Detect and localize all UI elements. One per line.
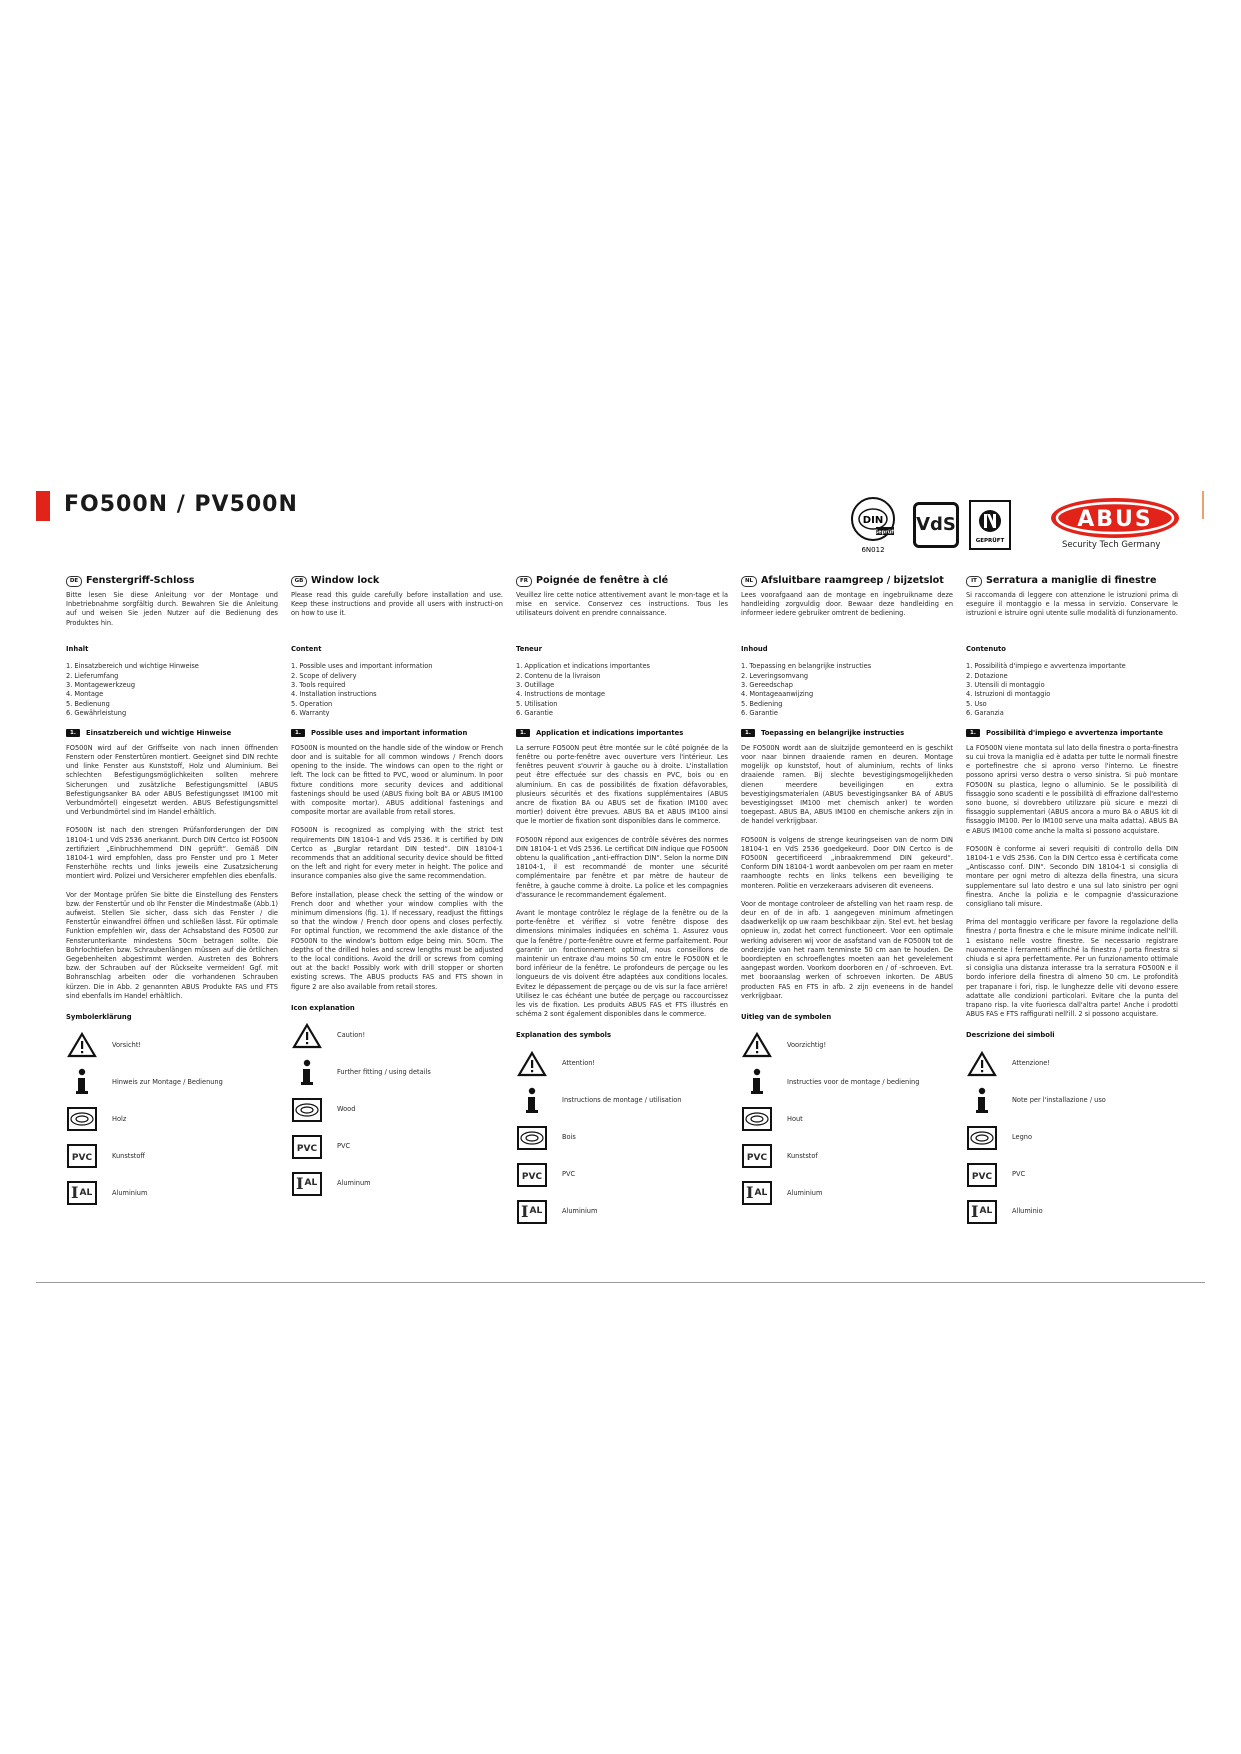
symbol-row <box>516 1197 728 1227</box>
section-number: 1. <box>741 729 755 737</box>
intro-text: Veuillez lire cette notice attentivement avant le mon-tage et la mise en service. Conservez ces instructions. Tous les utilisateurs doivent en prendre connaissance. <box>516 591 728 618</box>
toc-item: 3. Outillage <box>516 680 555 689</box>
toc-item: 3. Utensili di montaggio <box>966 680 1045 689</box>
certification-logos <box>850 494 1190 556</box>
paragraph: FO500N is recognized as complying with the strict test requirements DIN 18104-1 and VdS 2536. It is certified by DIN Certco as „Burglar retardant DIN tested“. DIN 18104-1 recommends that an additional security device should be fitted on the left and right for every meter in height. The police and insurance companies also give the same recommendation. <box>291 826 503 881</box>
toc-item: 6. Garantie <box>741 709 778 718</box>
symbol-label: Bois <box>562 1133 576 1142</box>
din-badge-sub: Geprüft <box>874 529 896 536</box>
toc-item: 2. Dotazione <box>966 671 1008 680</box>
symbol-label: Instructions de montage / utilisation <box>562 1096 682 1105</box>
section-title: Possibilità d'impiego e avvertenza importante <box>986 728 1164 737</box>
din-code: 6N012 <box>861 546 885 554</box>
symbol-row <box>516 1123 728 1153</box>
info-icon <box>747 1068 767 1096</box>
warning-icon <box>742 1032 772 1058</box>
paragraph: Prima del montaggio verificare per favore la regolazione della finestra / porta finestra e che le misure minime indicate nell'ill. 1 esistano nelle vostre finestre. Se necessario registrare nuovamente i ferramenti affinché la finestra / porta finestra si chiuda e si apra perfettamente. Per un funzionamento ottimale si consiglia una distanza interasse tra la serratura FO500N e il bordo inferiore della finestra di almeno 50 cm. Le profondità per trapanare i fori, risp. le lunghezze delle viti devono essere adattate alle condizioni particolari. Evitare che la punta del trapano risp. la vite fuoriesca dall'altra parte! Anche i prodotti ABUS FAS e FTS raffigurati nell'ill. 2 si possono acquistare. <box>966 918 1178 1019</box>
paragraph: La serrure FO500N peut être montée sur le côté poignée de la fenêtre ou porte-fenêtre avec ouverture vers l'intérieur. Les fenêtres peuvent s'ouvrir à gauche ou à droite. L'installation peut être effectuée sur des chassis en PVC, bois ou en aluminium. En cas de possibilités de fixation défavorables, plusieurs sécurités et des fixations supplémentaires (ABUS ancre de fixation BA ou ABUS set de fixation IM100 avec mortier) doivent être prevues. ABUS BA et ABUS IM100 ainsi que le mortier de fixation sont disponibles dans le commerce. <box>516 743 728 826</box>
info-icon <box>72 1068 92 1096</box>
aluminium-icon: I AL <box>292 1172 322 1196</box>
paragraph: FO500N répond aux exigences de contrôle sévères des normes DIN 18104-1 et VdS 2536. Le certificat DIN indique que FO500N obtenu la qualification „anti-effraction DIN“. Selon la norme DIN 18104-1, il est recommandé de monter une sécurité complémentaire par fenêtre et par mètre de hauteur de fenêtre, à gauche comme à droite. La police et les compagnies d'assurance le recommandement également. <box>516 835 728 899</box>
symbol-label: Vorsicht! <box>112 1040 142 1049</box>
symbol-row <box>966 1160 1178 1190</box>
pvc-icon: PVC <box>742 1144 772 1168</box>
symbol-label: Wood <box>337 1105 356 1114</box>
column-title: Poignée de fenêtre à clé <box>536 575 669 587</box>
paragraph: De FO500N wordt aan de sluitzijde gemonteerd en is geschikt voor naar binnen draaiende ramen en deuren. Montage mogelijk op kunststof, hout of aluminium, rechts of links draaiende ramen. Bij slechte bevestigingsmogelijkheden dienen meerdere beveiligingen en extra bevestigingsmaterialen (ABUS bevestigingsanker BA of ABUS bevestigingsset IM100 met chemisch anker) te worden toegepast. ABUS BA, ABUS IM100 en chemische ankers zijn in de handel verkrijgbaar. <box>741 743 953 826</box>
language-flag-icon: GB <box>291 576 307 587</box>
column-heading <box>291 575 503 587</box>
toc-item: 1. Application et indications importantes <box>516 662 650 671</box>
toc-title: Inhalt <box>66 645 89 653</box>
symbol-label: Voorzichtig! <box>787 1040 827 1049</box>
toc-item: 5. Bediening <box>741 699 783 708</box>
language-column-de <box>66 575 278 1215</box>
toc-item: 2. Scope of delivery <box>291 671 357 680</box>
symbol-label: PVC <box>1012 1170 1026 1179</box>
symbols-title: Icon explanation <box>291 1003 355 1012</box>
symbol-row <box>741 1178 953 1208</box>
paragraph: FO500N è conforme ai severi requisiti di controllo della DIN 18104-1 e VdS 2536. Con la DIN Certco essa è certificata come „Antiscasso conf. DIN“. Secondo DIN 18104-1 si consiglia di montare per ogni metro di altezza della finestra, una sicura supplementare sul lato destro e una sul lato sinistro per ogni finestra. Anche la polizia e le compagnie d'assicurazione consigliano tali misure. <box>966 844 1178 908</box>
toc-item: 1. Toepassing en belangrijke instructies <box>741 662 872 671</box>
paragraph: Voor de montage controleer de afstelling van het raam resp. de deur en of de in afb. 1 aangegeven minimum afmetingen daadwerkelijk op uw raam beschikbaar zijn. Stel evt. het beslag opnieuw in, zodat het correct functioneert. Voor een optimale werking adviseren wij voor de asafstand van de FO500N tot de onderzijde van het raam tenminste 50 cm aan te houden. De boordiepten en schroeflengtes moeten aan het gevelelement aangepast worden. Voorkom doorboren en / of -schroeven. Evt. met booraanslag werken of schroeven inkorten. De ABUS producten FAS en FTS in afb. 2 zijn eveneens in de handel verkrijgbaar. <box>741 899 953 1000</box>
symbol-row <box>66 1104 278 1134</box>
toc-item: 2. Lieferumfang <box>66 671 119 680</box>
symbol-label: Legno <box>1012 1133 1033 1142</box>
symbol-label: Attenzione! <box>1012 1059 1051 1068</box>
symbol-label: Instructies voor de montage / bediening <box>787 1077 920 1086</box>
symbol-row <box>516 1049 728 1079</box>
paragraph: FO500N is volgens de strenge keuringseisen van de norm DIN 18104-1 en VdS 2536 goedgekeurd. Door DIN Certco is de FO500N gecertificeerd „inbraakremmend DIN gekeurd“. Conform DIN 18104-1 wordt aanbevolen om per raam en meter raamhoogte rechts en links telkens een beveiliging te monteren. Politie en verzekeraars adviseren dit eveneens. <box>741 835 953 890</box>
language-column-it <box>966 575 1178 1234</box>
symbol-label: Note per l'installazione / uso <box>1012 1096 1106 1105</box>
symbol-row <box>741 1030 953 1060</box>
intro-text: Bitte lesen Sie diese Anleitung vor der Montage und Inbetriebnahme sorgfältig durch. Bewahren Sie die Anleitung auf und weisen Sie jeden Nutzer auf die Bedienung des Produktes hin. <box>66 591 278 627</box>
language-column-fr <box>516 575 728 1234</box>
toc-item: 1. Einsatzbereich und wichtige Hinweise <box>66 662 199 671</box>
toc-item: 1. Possibilità d'impiego e avvertenza importante <box>966 662 1126 671</box>
column-title: Fenstergriff-Schloss <box>86 575 195 587</box>
symbol-label: Kunststof <box>787 1151 818 1160</box>
symbols-title: Symbolerklärung <box>66 1013 132 1022</box>
section-title: Toepassing en belangrijke instructies <box>761 728 905 737</box>
paragraph: FO500N is mounted on the handle side of the window or French door and is suitable for all common windows / French doors opening to the inside. The windows can open to the right or left. The lock can be fitted to PVC, wood or aluminum. In poor fixture conditions more security devices and additional fastenings should be used (ABUS fixing bolt BA or ABUS IM100 with composite mortar). ABUS additional fastenings and composite mortar are available from retail stores. <box>291 743 503 817</box>
symbol-label: Attention! <box>562 1059 596 1068</box>
section-title: Possible uses and important information <box>311 728 468 737</box>
warning-icon <box>67 1032 97 1058</box>
paragraph: FO500N ist nach den strengen Prüfanforderungen der DIN 18104-1 und VdS 2536 anerkannt. Durch DIN Certco ist FO500N zertifiziert „Einbruchhemmend DIN geprüft“. Gemäß DIN 18104-1 wird empfohlen, dass pro Fenster und pro 1 Meter Fensterhöhe rechts und links jeweils eine Zusatzsicherung montiert wird. Polizei und Versicherer empfehlen dies ebenfalls. <box>66 826 278 881</box>
table-of-contents <box>291 662 503 718</box>
din-badge-label: DIN <box>862 515 884 526</box>
section-number: 1. <box>516 729 530 737</box>
language-column-gb <box>291 575 503 1206</box>
symbol-row <box>516 1160 728 1190</box>
toc-item: 3. Montagewerkzeug <box>66 680 136 689</box>
table-of-contents <box>66 662 278 718</box>
aluminium-icon: I AL <box>967 1200 997 1224</box>
right-edge-mark <box>1202 491 1204 519</box>
table-of-contents <box>741 662 953 718</box>
section-heading <box>966 729 1178 738</box>
symbol-label: Hout <box>787 1114 803 1123</box>
language-flag-icon: FR <box>516 576 532 587</box>
column-title: Window lock <box>311 575 380 587</box>
section-heading <box>741 729 953 738</box>
symbol-row <box>966 1197 1178 1227</box>
toc-item: 4. Installation instructions <box>291 690 377 699</box>
table-of-contents <box>966 662 1178 718</box>
symbol-row <box>291 1095 503 1125</box>
intro-text: Si raccomanda di leggere con attenzione le istruzioni prima di eseguire il montaggio e la messa in servizio. Conservare le istruzioni e istruire ogni utente sulle modalità di funzionamento. <box>966 591 1178 618</box>
aluminium-icon: I AL <box>742 1181 772 1205</box>
toc-item: 4. Montageaanwijzing <box>741 690 814 699</box>
column-heading <box>741 575 953 587</box>
aluminium-icon: I AL <box>67 1181 97 1205</box>
toc-item: 5. Utilisation <box>516 699 558 708</box>
info-icon <box>297 1059 317 1087</box>
toc-title: Contenuto <box>966 645 1006 653</box>
toc-item: 3. Gereedschap <box>741 680 793 689</box>
wood-icon <box>967 1126 997 1150</box>
symbols-title: Uitleg van de symbolen <box>741 1013 832 1022</box>
column-heading <box>516 575 728 587</box>
brand-tagline: Security Tech Germany <box>1062 540 1161 550</box>
symbol-label: Aluminium <box>787 1188 823 1197</box>
symbol-row <box>966 1049 1178 1079</box>
din-geprueft-icon <box>850 496 896 556</box>
toc-item: 5. Bedienung <box>66 699 110 708</box>
toc-item: 4. Montage <box>66 690 104 699</box>
symbol-label: Holz <box>112 1114 127 1123</box>
symbol-label: Aluminium <box>562 1207 598 1216</box>
symbols-title: Descrizione dei simboli <box>966 1031 1055 1040</box>
symbol-label: Alluminio <box>1012 1207 1043 1216</box>
column-heading <box>966 575 1178 587</box>
language-flag-icon: DE <box>66 576 82 587</box>
toc-item: 4. Instructions de montage <box>516 690 606 699</box>
section-title: Application et indications importantes <box>536 728 684 737</box>
section-heading <box>516 729 728 738</box>
section-number: 1. <box>66 729 80 737</box>
aluminium-icon: I AL <box>517 1200 547 1224</box>
symbol-row <box>66 1141 278 1171</box>
toc-item: 5. Uso <box>966 699 987 708</box>
symbol-row <box>741 1104 953 1134</box>
symbol-row <box>966 1123 1178 1153</box>
toc-item: 2. Leveringsomvang <box>741 671 809 680</box>
section-heading <box>66 729 278 738</box>
warning-icon <box>292 1023 322 1049</box>
paragraph: La FO500N viene montata sul lato della finestra o porta-finestra su cui trova la maniglia ed è adatta per tutte le normali finestre e portefinestre che si aprono verso l'interno. Le finestre possono aprirsi verso destra o verso sinistra. Si può montare FO500N su plastica, legno o alluminio. Se le possibilità di fissaggio sono scadenti e le possibilità di effrazione dall'esterno sono buone, si dovrebbero utilizzare più sicure e mezzi di fissaggio supplementari (ABUS ancora a muro BA o ABUS kit di fissaggio IM100. Per lo IM100 serve una malta adatta). ABUS BA e ABUS IM100 come anche la malta si possono acquistare. <box>966 743 1178 835</box>
symbol-row <box>291 1132 503 1162</box>
red-accent-bar <box>36 491 50 521</box>
symbol-row <box>291 1021 503 1051</box>
toc-item: 6. Garanzia <box>966 709 1004 718</box>
symbol-label: Further fitting / using details <box>337 1068 431 1077</box>
bottom-rule <box>36 1282 1205 1283</box>
symbol-label: Hinweis zur Montage / Bedienung <box>112 1077 223 1086</box>
toc-item: 5. Operation <box>291 699 333 708</box>
toc-title: Content <box>291 645 322 653</box>
page-title: FO500N / PV500N <box>64 492 298 517</box>
warning-icon <box>517 1051 547 1077</box>
symbol-row <box>741 1067 953 1097</box>
warning-icon <box>967 1051 997 1077</box>
symbol-row <box>516 1086 728 1116</box>
language-flag-icon: IT <box>966 576 982 587</box>
kriminalpolizei-seal-icon <box>969 500 1011 550</box>
symbol-label: PVC <box>562 1170 576 1179</box>
paragraph: FO500N wird auf der Griffseite von nach innen öffnenden Fenstern oder Fenstertüren montiert. Geeignet sind DIN rechte und linke Fenster aus Kunststoff, Holz und Aluminium. Bei schlechten Befestigungsmöglichkeiten sollten mehrere Sicherungen und zusätzliche Befestigungsmittel (ABUS Befestigungsanker BA oder ABUS Befestigungsset IM100 mit Verbundmörtel) eingesetzt werden. ABUS Befestigungsmittel und Verbundmörtel sind im Handel erhältlich. <box>66 743 278 817</box>
info-icon <box>972 1087 992 1115</box>
table-of-contents <box>516 662 728 718</box>
column-title: Afsluitbare raamgreep / bijzetslot <box>761 575 944 587</box>
paragraph: Vor der Montage prüfen Sie bitte die Einstellung des Fensters bzw. der Fenstertür und ob Ihr Fenster die Mindestmaße (Abb.1) aufweist. Stellen Sie sicher, dass sich das Fenster / die Fenstertür einwandfrei öffnen und schließen lässt. Für optimale Funktion empfehlen wir, dass der Achsabstand des FO500 zur Fensterunterkante mindestens 50cm betragen sollte. Die Bohrlochtiefen bzw. Schraubenlängen müssen auf die örtlichen Gegebenheiten abgestimmt werden. Austreten des Bohrers bzw. der Schrauben auf der Rückseite vermeiden! Ggf. mit Bohranschlag arbeiten oder die vorhandenen Schrauben kürzen. Die in Abb. 2 genannten ABUS Produkte FAS und FTS sind ebenfalls im Handel erhältlich. <box>66 890 278 1000</box>
wood-icon <box>742 1107 772 1131</box>
wood-icon <box>292 1098 322 1122</box>
pvc-icon: PVC <box>67 1144 97 1168</box>
brand-name: ABUS <box>1077 507 1153 532</box>
toc-item: 2. Contenu de la livraison <box>516 671 601 680</box>
section-heading <box>291 729 503 738</box>
wood-icon <box>67 1107 97 1131</box>
pvc-icon: PVC <box>517 1163 547 1187</box>
intro-text: Please read this guide carefully before installation and use. Keep these instructions and provide all users with instructi-on on how to use it. <box>291 591 503 618</box>
section-number: 1. <box>966 729 980 737</box>
paragraph: Avant le montage contrôlez le réglage de la fenêtre ou de la porte-fenêtre et vérifiez si votre fenêtre dispose des dimensions minimales indiquées en schéma 1. Assurez vous que la fenêtre / porte-fenêtre ouvre et ferme parfaitement. Pour garantir un fonctionnement optimal, nous conseillons de maintenir un entraxe d'au moins 50 cm entre le FO500N et le bord inférieur de la fenêtre. Le profondeurs de perçage ou les longueurs de vis doivent être adaptées aux conditions locales. Evitez le dépassement de perçage ou de vis sur la face arrière! Utilisez le cas échéant une butée de perçage ou raccourcissez les vis de fixation. Les produits ABUS FAS et FTS illustrés en schéma 2 sont également disponibles dans le commerce. <box>516 909 728 1019</box>
symbol-label: Kunststoff <box>112 1151 145 1160</box>
section-number: 1. <box>291 729 305 737</box>
intro-text: Lees voorafgaand aan de montage en ingebruikname deze handleiding zorgvuldig door. Bewaar deze handleiding en informeer iedere gebruiker omtrent de bediening. <box>741 591 953 618</box>
column-heading <box>66 575 278 587</box>
section-title: Einsatzbereich und wichtige Hinweise <box>86 728 232 737</box>
column-title: Serratura a maniglie di finestre <box>986 575 1157 587</box>
symbol-row <box>66 1030 278 1060</box>
symbol-label: Aluminium <box>112 1188 148 1197</box>
symbol-label: Caution! <box>337 1031 366 1040</box>
symbol-row <box>741 1141 953 1171</box>
vds-badge: VdS <box>913 502 959 548</box>
toc-item: 3. Tools required <box>291 680 346 689</box>
wood-icon <box>517 1126 547 1150</box>
toc-item: 6. Warranty <box>291 709 330 718</box>
symbol-row <box>966 1086 1178 1116</box>
symbol-row <box>291 1169 503 1199</box>
pvc-icon: PVC <box>967 1163 997 1187</box>
symbol-row <box>291 1058 503 1088</box>
language-flag-icon: NL <box>741 576 757 587</box>
toc-item: 4. Istruzioni di montaggio <box>966 690 1051 699</box>
toc-item: 6. Gewährleistung <box>66 709 127 718</box>
paragraph: Before installation, please check the setting of the window or French door and whether your window complies with the minimum dimensions (fig. 1). If necessary, readjust the fittings so that the window / French door opens and closes perfectly. For optimal function, we recommend the axle distance of the FO500N to the window's bottom edge being min. 50cm. The depths of the drilled holes and screw lengths must be adjusted to the local conditions. Avoid the drill or screws from coming out at the back! Possibly work with drill stopper or shorten existing screws. The ABUS products FAS and FTS shown in figure 2 are also available from retail stores. <box>291 890 503 991</box>
symbols-title: Explanation des symbols <box>516 1031 612 1040</box>
kk-badge-sub: GEPRÜFT <box>975 538 1005 544</box>
toc-title: Teneur <box>516 645 542 653</box>
symbol-label: Aluminum <box>337 1179 371 1188</box>
pvc-icon: PVC <box>292 1135 322 1159</box>
toc-item: 1. Possible uses and important information <box>291 662 433 671</box>
info-icon <box>522 1087 542 1115</box>
toc-title: Inhoud <box>741 645 768 653</box>
symbol-label: PVC <box>337 1142 351 1151</box>
toc-item: 6. Garantie <box>516 709 553 718</box>
symbol-row <box>66 1178 278 1208</box>
symbol-row <box>66 1067 278 1097</box>
language-column-nl <box>741 575 953 1215</box>
